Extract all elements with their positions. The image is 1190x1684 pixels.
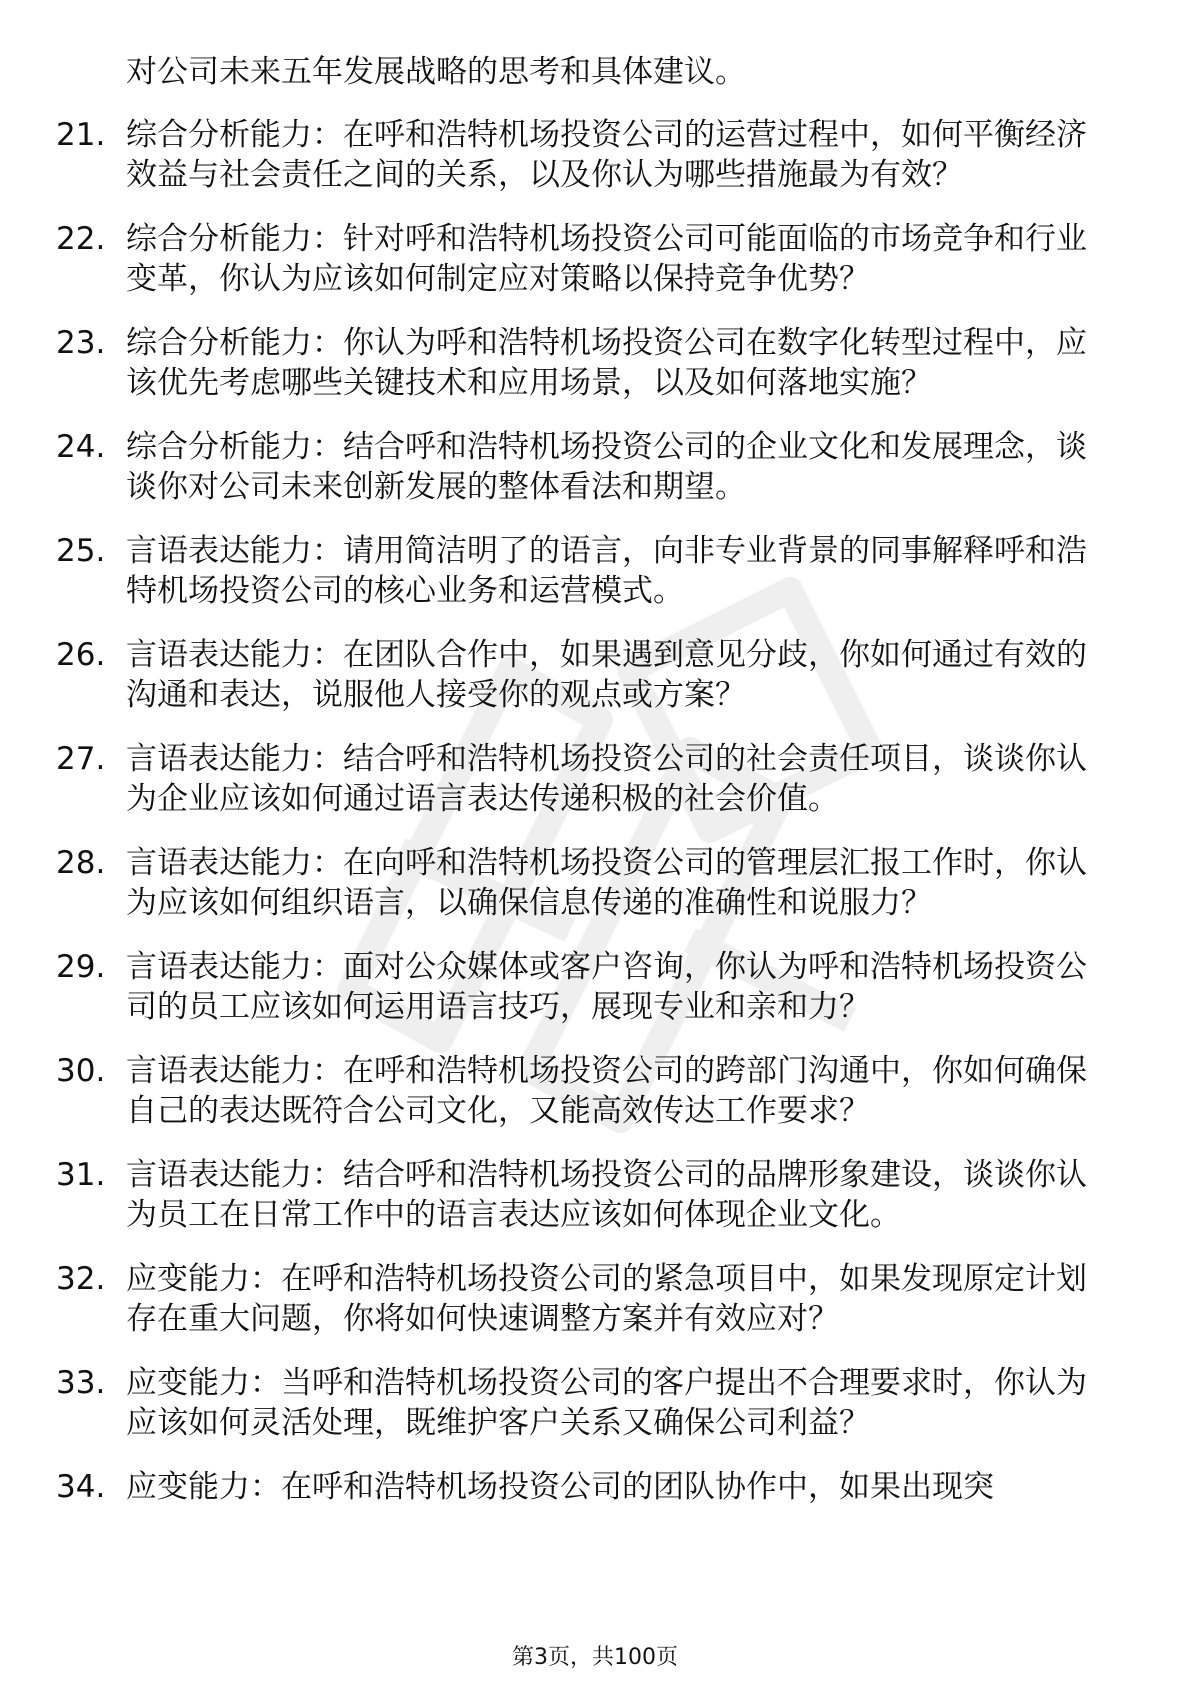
item-text: 应变能力：在呼和浩特机场投资公司的团队协作中，如果出现突	[126, 1469, 994, 1505]
list-item	[56, 323, 1116, 403]
list-item	[56, 1363, 1116, 1443]
item-text: 综合分析能力：在呼和浩特机场投资公司的运营过程中，如何平衡经济效益与社会责任之间的关系，以及你认为哪些措施最为有效？	[126, 117, 1087, 193]
list-item	[56, 1259, 1116, 1339]
item-text: 言语表达能力：面对公众媒体或客户咨询，你认为呼和浩特机场投资公司的员工应该如何运用语言技巧，展现专业和亲和力？	[126, 949, 1087, 1025]
list-item	[56, 843, 1116, 923]
item-text: 综合分析能力：你认为呼和浩特机场投资公司在数字化转型过程中，应该优先考虑哪些关键技术和应用场景，以及如何落地实施？	[126, 325, 1087, 401]
continued-text: 对公司未来五年发展战略的思考和具体建议。	[126, 54, 746, 90]
item-number: 25.	[56, 533, 106, 569]
item-text: 综合分析能力：针对呼和浩特机场投资公司可能面临的市场竞争和行业变革，你认为应该如何制定应对策略以保持竞争优势？	[126, 221, 1087, 297]
item-text: 言语表达能力：请用简洁明了的语言，向非专业背景的同事解释呼和浩特机场投资公司的核心业务和运营模式。	[126, 533, 1087, 609]
item-number: 30.	[56, 1053, 106, 1089]
list-item	[56, 115, 1116, 195]
item-number: 31.	[56, 1157, 106, 1193]
list-item	[56, 427, 1116, 507]
list-item	[56, 1155, 1116, 1235]
item-number: 28.	[56, 845, 106, 881]
question-list	[56, 52, 1116, 1531]
item-text: 应变能力：当呼和浩特机场投资公司的客户提出不合理要求时，你认为应该如何灵活处理，既维护客户关系又确保公司利益？	[126, 1365, 1087, 1441]
item-text: 应变能力：在呼和浩特机场投资公司的紧急项目中，如果发现原定计划存在重大问题，你将如何快速调整方案并有效应对？	[126, 1261, 1087, 1337]
item-number: 29.	[56, 949, 106, 985]
item-number: 33.	[56, 1365, 106, 1401]
item-text: 综合分析能力：结合呼和浩特机场投资公司的企业文化和发展理念，谈谈你对公司未来创新发展的整体看法和期望。	[126, 429, 1087, 505]
item-text: 言语表达能力：在团队合作中，如果遇到意见分歧，你如何通过有效的沟通和表达，说服他人接受你的观点或方案？	[126, 637, 1087, 713]
item-text: 言语表达能力：结合呼和浩特机场投资公司的品牌形象建设，谈谈你认为员工在日常工作中的语言表达应该如何体现企业文化。	[126, 1157, 1087, 1233]
list-item	[56, 739, 1116, 819]
item-text: 言语表达能力：结合呼和浩特机场投资公司的社会责任项目，谈谈你认为企业应该如何通过语言表达传递积极的社会价值。	[126, 741, 1087, 817]
list-item	[56, 635, 1116, 715]
page-number-footer: 第3页，共100页	[512, 1645, 678, 1670]
item-number: 23.	[56, 325, 106, 361]
item-number: 32.	[56, 1261, 106, 1297]
item-number: 24.	[56, 429, 106, 465]
list-item	[56, 947, 1116, 1027]
item-number: 21.	[56, 117, 106, 153]
item-text: 言语表达能力：在向呼和浩特机场投资公司的管理层汇报工作时，你认为应该如何组织语言，以确保信息传递的准确性和说服力？	[126, 845, 1087, 921]
item-number: 22.	[56, 221, 106, 257]
list-item	[56, 531, 1116, 611]
list-item	[56, 219, 1116, 299]
item-text: 言语表达能力：在呼和浩特机场投资公司的跨部门沟通中，你如何确保自己的表达既符合公司文化，又能高效传达工作要求？	[126, 1053, 1087, 1129]
list-item	[56, 1051, 1116, 1131]
item-number: 26.	[56, 637, 106, 673]
item-number: 27.	[56, 741, 106, 777]
item-number: 34.	[56, 1469, 106, 1505]
list-item	[56, 1467, 1116, 1507]
